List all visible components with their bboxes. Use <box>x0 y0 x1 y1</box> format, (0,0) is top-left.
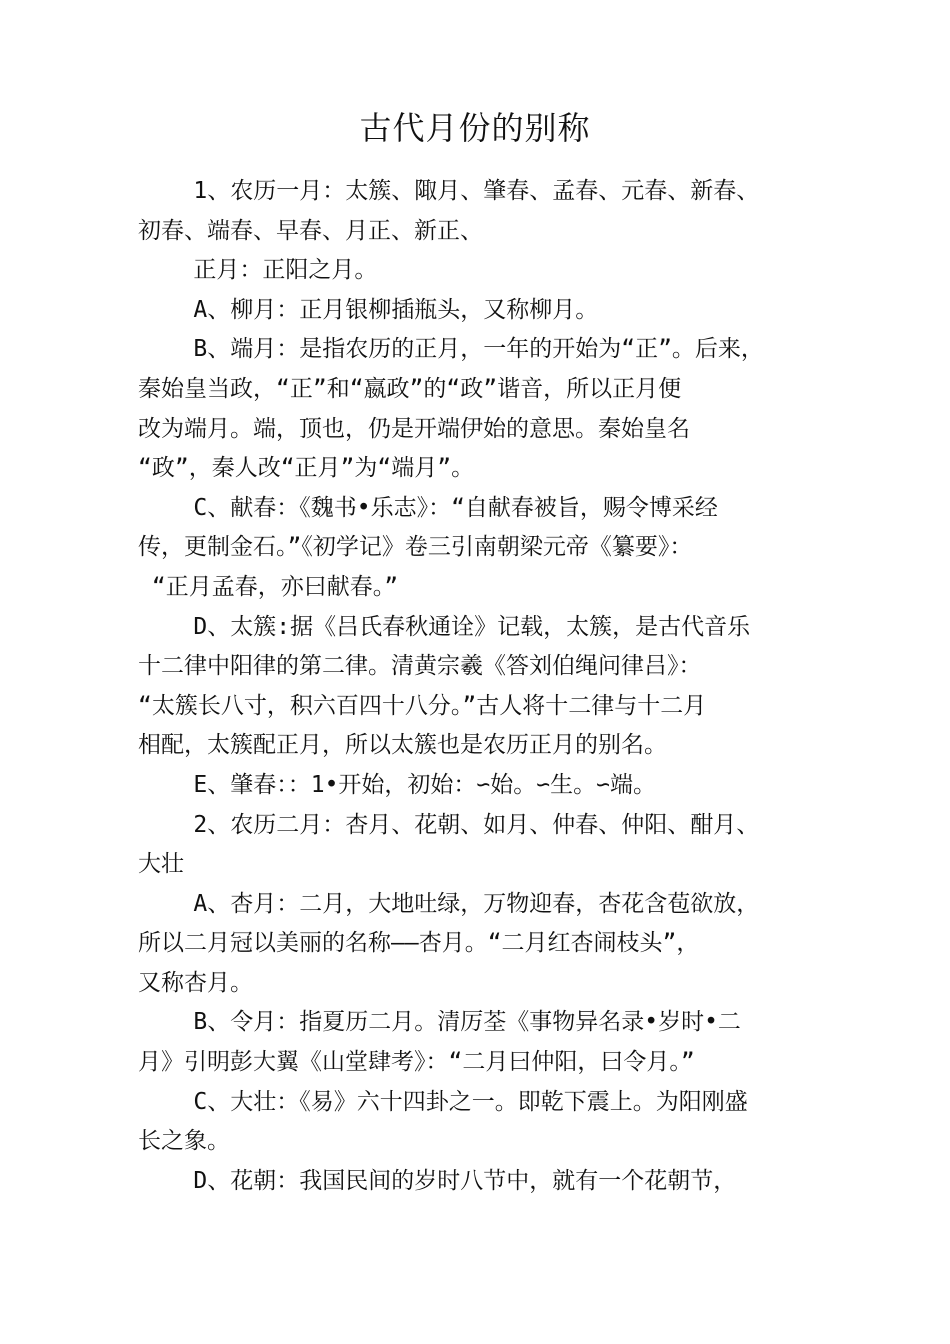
text-line: 初春、端春、早春、月正、新正、 <box>138 217 483 244</box>
text-line: 所以二月冠以美丽的名称——杏月。“二月红杏闹枝头”， <box>138 930 700 957</box>
text-line: 正月：正阳之月。 <box>138 257 378 284</box>
text-line: B、端月：是指农历的正月，一年的开始为“正”。后来， <box>138 336 764 363</box>
text-line: “太簇长八寸，积六百四十八分。”古人将十二律与十二月 <box>138 692 707 719</box>
text-line: E、肇春：：1•开始，初始：∽始。∽生。∽端。 <box>138 771 656 798</box>
text-line: D、花朝：我国民间的岁时八节中，就有一个花朝节， <box>138 1167 737 1194</box>
text-line: C、献春：《魏书•乐志》：“自献春被旨，赐令博采经 <box>138 494 718 521</box>
text-line: 传，更制金石。”《初学记》卷三引南朝梁元帝《纂要》： <box>138 534 693 561</box>
text-line: 2、农历二月：杏月、花朝、如月、仲春、仲阳、酣月、 <box>138 811 760 838</box>
text-line: 改为端月。端，顶也，仍是开端伊始的意思。秦始皇名 <box>138 415 690 442</box>
text-line: A、柳月：正月银柳插瓶头，又称柳月。 <box>138 296 599 323</box>
text-line: 大壮 <box>138 851 184 878</box>
text-line: 1、农历一月：太簇、陬月、肇春、孟春、元春、新春、 <box>138 178 760 204</box>
text-line: 相配，太簇配正月，所以太簇也是农历正月的别名。 <box>138 732 667 759</box>
text-line: D、太簇:据《吕氏春秋通诠》记载，太簇，是古代音乐 <box>138 613 751 640</box>
text-line: “政”，秦人改“正月”为“端月”。 <box>138 455 475 482</box>
text-line: C、大壮：《易》六十四卦之一。即乾下震上。为阳刚盛 <box>138 1088 748 1115</box>
text-line: B、令月：指夏历二月。清厉荃《事物异名录•岁时•二 <box>138 1009 741 1036</box>
text-line: 又称杏月。 <box>138 969 253 996</box>
text-line: 秦始皇当政，“正”和“嬴政”的“政”谐音，所以正月便 <box>138 375 682 402</box>
document-body <box>138 172 838 1201</box>
document-title: 古代月份的别称 <box>359 109 591 147</box>
text-line: 长之象。 <box>138 1128 230 1155</box>
text-line: 月》引明彭大翼《山堂肆考》：“二月曰仲阳，曰令月。” <box>138 1049 695 1076</box>
text-line: “正月孟春，亦曰献春。” <box>138 573 399 600</box>
text-line: A、杏月：二月，大地吐绿，万物迎春，杏花含苞欲放， <box>138 890 760 917</box>
text-line: 十二律中阳律的第二律。清黄宗羲《答刘伯绳问律吕》： <box>138 653 702 680</box>
